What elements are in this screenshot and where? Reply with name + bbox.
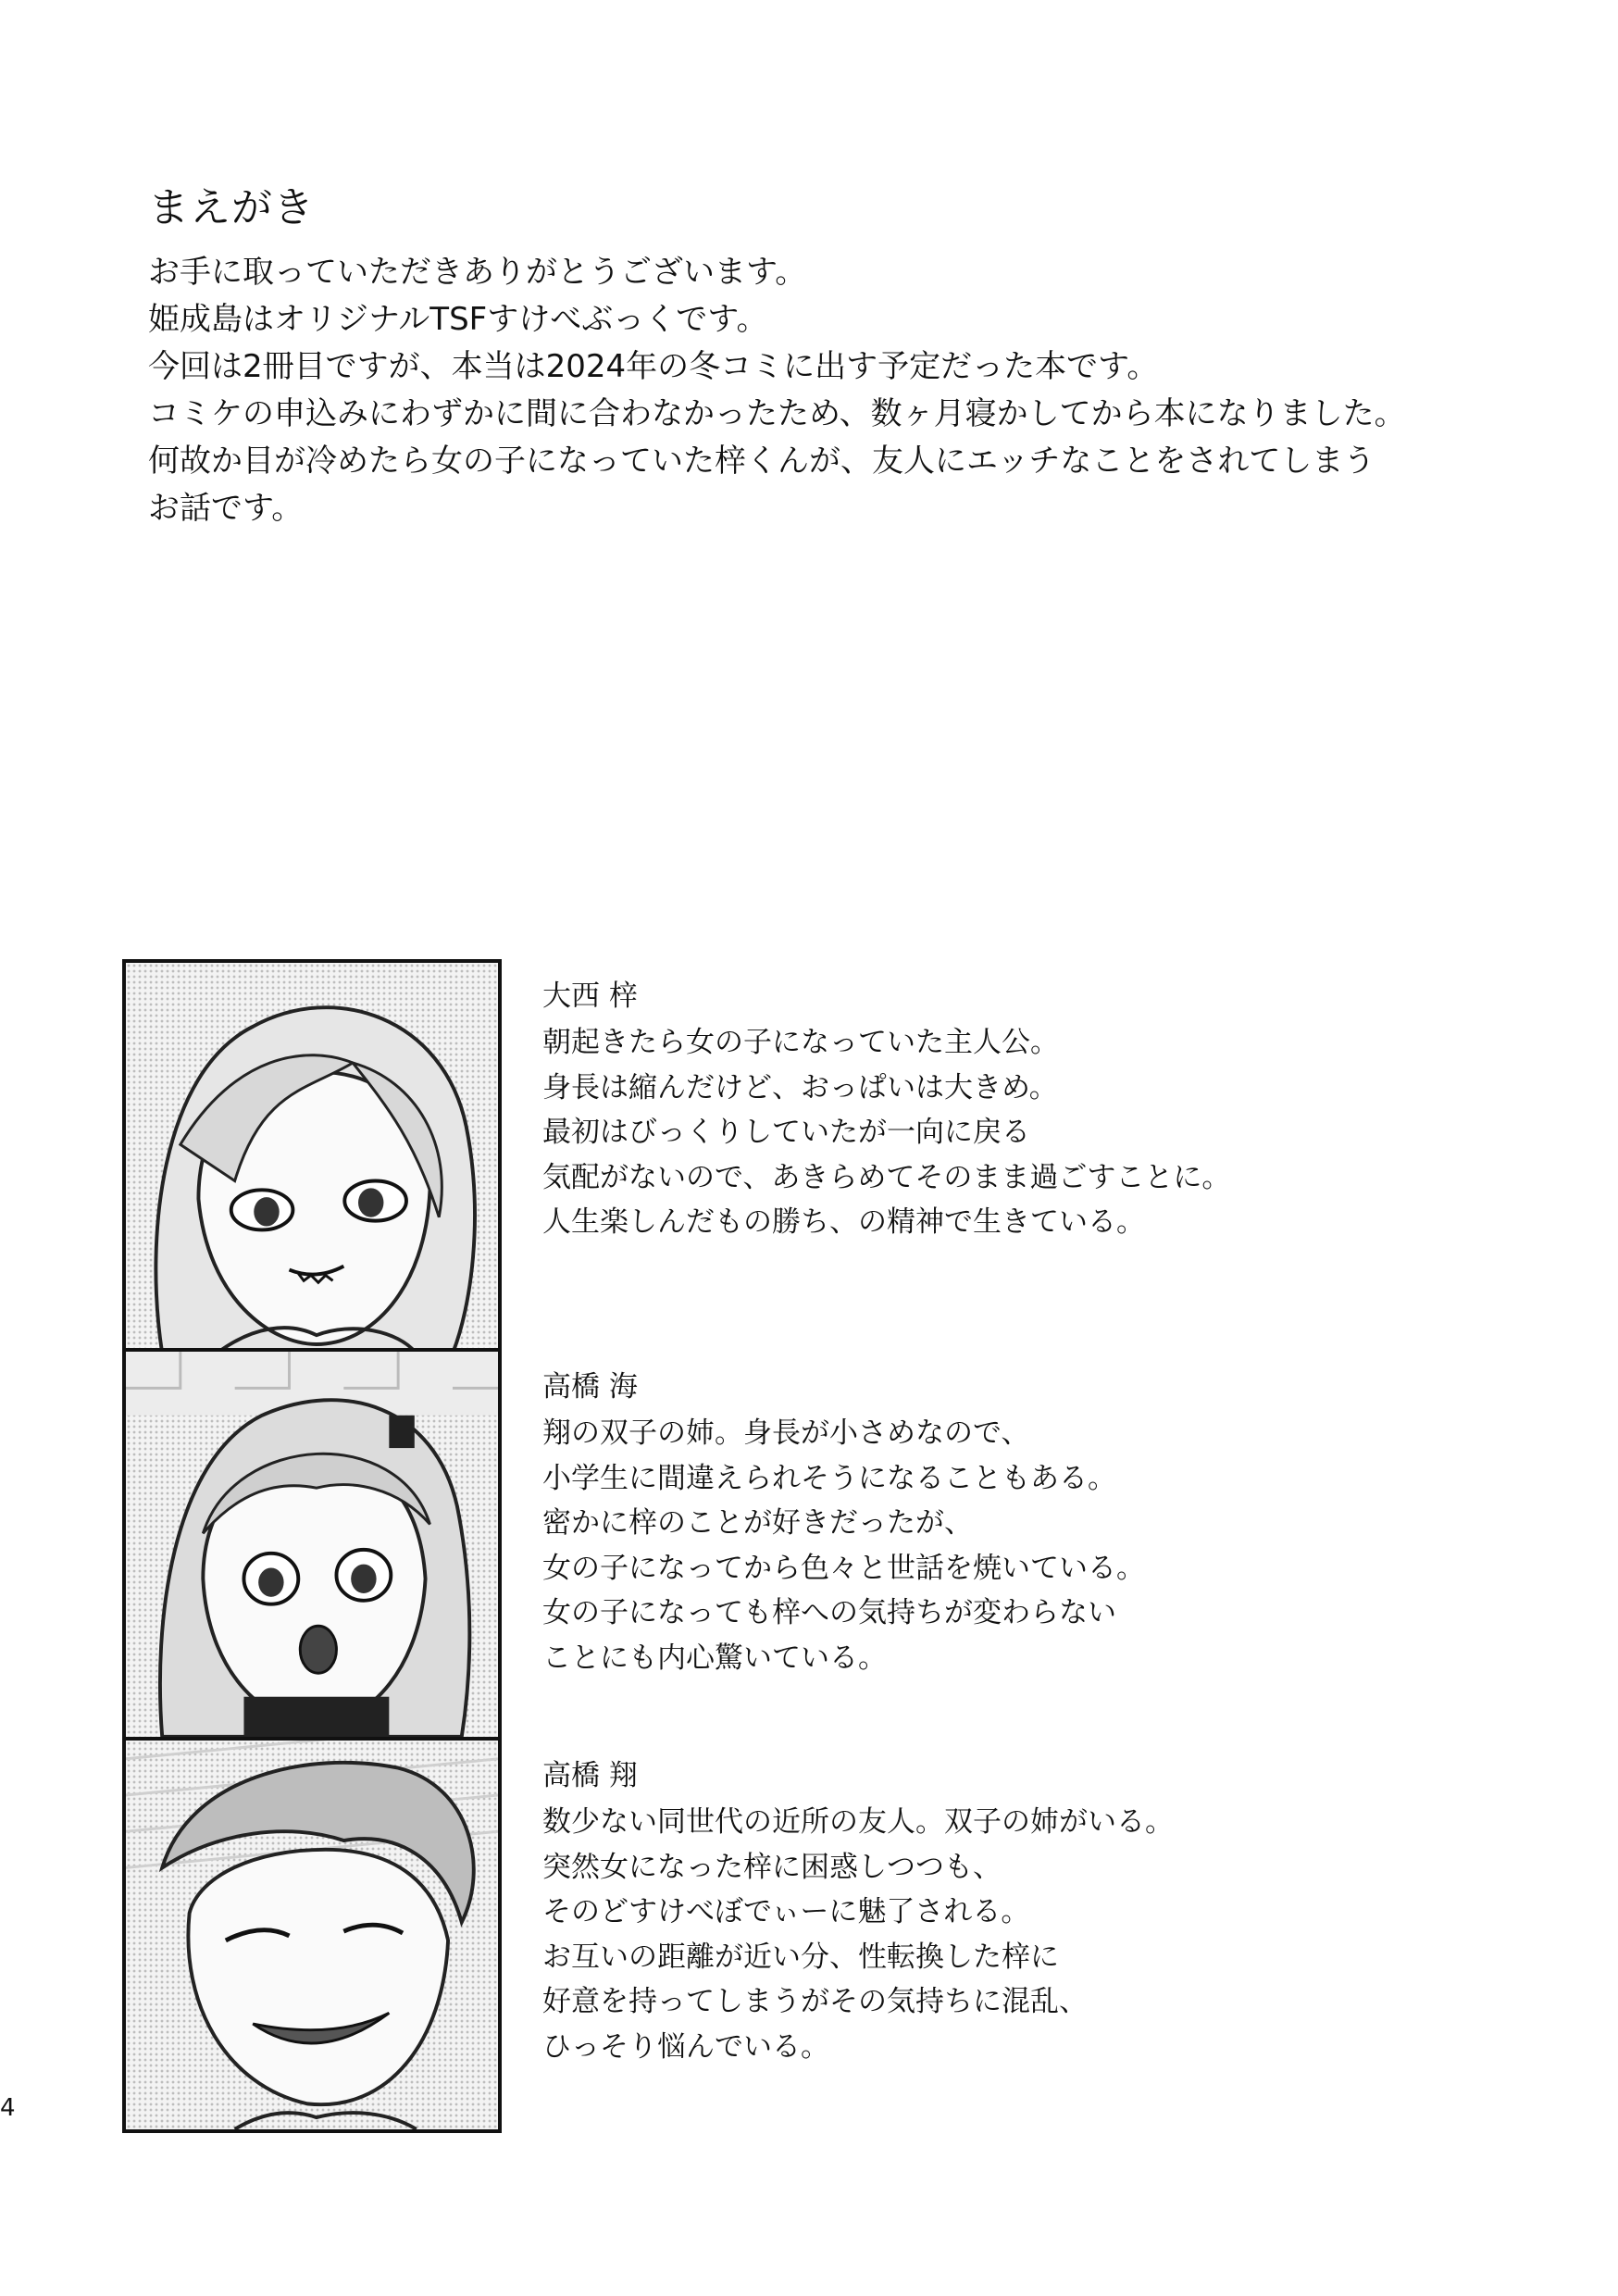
character-bio-line: 人生楽しんだもの勝ち、の精神で生きている。: [542, 1205, 1145, 1239]
character-bio-line: そのどすけべぼでぃーに魅了される。: [542, 1895, 1030, 1928]
foreword-line: お話です。: [148, 490, 304, 527]
character-bio: [542, 974, 1283, 1245]
foreword-line: お手に取っていただきありがとうございます。: [148, 254, 807, 291]
foreword-line: コミケの申込みにわずかに間に合わなかったため、数ヶ月寝かしてから本になりました。: [148, 395, 1406, 432]
foreword-line: 姫成島はオリジナルTSFすけべぶっくです。: [148, 301, 768, 338]
character-bio-line: ことにも内心驚いている。: [542, 1641, 887, 1675]
character-bio-line: 気配がないので、あきらめてそのまま過ごすことに。: [542, 1160, 1231, 1194]
foreword-line: 何故か目が冷めたら女の子になっていた梓くんが、友人にエッチなことをされてしまう: [148, 443, 1375, 480]
character-portrait-azusa: [122, 959, 502, 1355]
character-bio-line: 女の子になってから色々と世話を焼いている。: [542, 1551, 1145, 1585]
character-bio-line: 女の子になっても梓への気持ちが変わらない: [542, 1596, 1116, 1629]
foreword-section: [148, 181, 1490, 532]
character-portrait-kakeru: [122, 1737, 502, 2133]
character-bio-line: 突然女になった梓に困惑しつつも、: [542, 1850, 1002, 1884]
character-bio-line: 朝起きたら女の子になっていた主人公。: [542, 1026, 1059, 1059]
character-bio-line: 翔の双子の姉。身長が小さめなので、: [542, 1416, 1030, 1450]
character-name: 大西 梓: [542, 980, 638, 1013]
character-bio-line: 身長は縮んだけど、おっぱいは大きめ。: [542, 1070, 1058, 1104]
character-bio-line: お互いの距離が近い分、性転換した梓に: [542, 1940, 1059, 1974]
foreword-line: 今回は2冊目ですが、本当は2024年の冬コミに出す予定だった本です。: [148, 348, 1159, 385]
character-bio-line: 最初はびっくりしていたが一向に戻る: [542, 1116, 1030, 1149]
character-portrait-umi: [122, 1348, 502, 1741]
foreword-title: まえがき: [148, 184, 315, 231]
portrait-illustration: [126, 1741, 498, 2129]
character-name: 高橋 翔: [542, 1759, 638, 1792]
character-bio-line: ひっそり悩んでいる。: [542, 2029, 829, 2064]
portrait-illustration: [126, 963, 498, 1352]
character-name: 高橋 海: [542, 1370, 638, 1404]
character-bio-line: 数少ない同世代の近所の友人。双子の姉がいる。: [542, 1805, 1174, 1839]
character-bio-line: 小学生に間違えられそうになることもある。: [542, 1461, 1116, 1495]
character-bio-line: 好意を持ってしまうがその気持ちに混乱、: [542, 1985, 1088, 2018]
character-bio: [542, 1753, 1283, 2069]
page-number: 4: [0, 2094, 16, 2122]
portrait-illustration: [126, 1352, 498, 1737]
character-bio-line: 密かに梓のことが好きだったが、: [542, 1506, 973, 1540]
character-bio: [542, 1365, 1283, 1680]
